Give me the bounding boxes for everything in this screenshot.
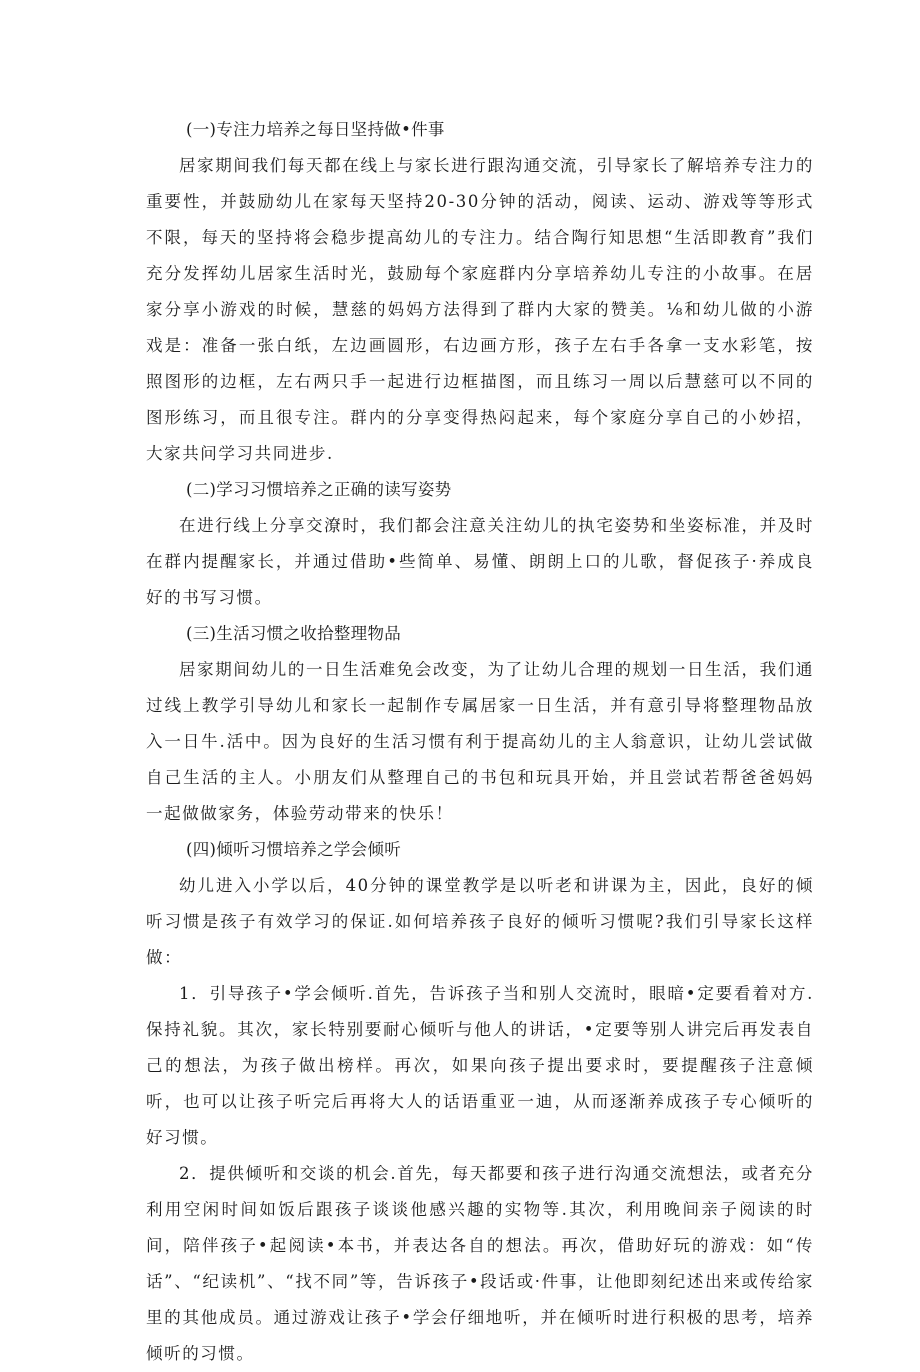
- section-1-paragraph-1: 居家期间我们每天都在线上与家长进行跟沟通交流，引导家长了解培养专注力的重要性，并鼓励幼儿在家每天坚持20-30分钟的活动，阅读、运动、游戏等等形式不限，每天的坚持将会稳步提高幼儿的专注力。结合陶行知思想“生活即教育”我们充分发挥幼儿居家生活时光，鼓励每个家庭群内分享培养幼儿专注的小故事。在居家分享小游戏的时候，慧慈的妈妈方法得到了群内大家的赞美。⅛和幼儿做的小游戏是：准备一张白纸，左边画圆形，右边画方形，孩子左右手各拿一支水彩笔，按照图形的边框，左右两只手一起进行边框描图，而且练习一周以后慧慈可以不同的图形练习，而且很专注。群内的分享变得热闷起来，每个家庭分享自己的小妙招，大家共问学习共同进步.: [146, 156, 814, 463]
- section-heading-4: (四)倾听习惯培养之学会倾听: [186, 840, 402, 859]
- document-page: [146, 112, 814, 1372]
- section-4-paragraph-1: 幼儿进入小学以后，40分钟的课堂教学是以听老和讲课为主，因此，良好的倾听习惯是孩子有效学习的保证.如何培养孩子良好的倾听习惯呢?我们引导家长这样做：: [146, 876, 814, 967]
- section-heading-3: (三)生活习惯之收拾整理物品: [186, 624, 402, 643]
- section-heading-1: (一)专注力培养之每日坚持做•件事: [186, 120, 445, 139]
- section-4-paragraph-2: 1．引导孩子•学会倾听.首先，告诉孩子当和别人交流时，眼暗•定要看着对方.保持礼貌。其次，家长特别要耐心倾听与他人的讲话，•定要等别人讲完后再发表自己的想法，为孩子做出榜样。再次，如果向孩子提出要求时，要提醒孩子注意倾听，也可以让孩子听完后再将大人的话语重亚一迪，从而逐渐养成孩子专心倾听的好习惯。: [146, 984, 814, 1147]
- section-2-paragraph-1: 在进行线上分享交潦时，我们都会注意关注幼儿的执宅姿势和坐姿标准，并及时在群内提醒家长，并通过借助•些简单、易懂、朗朗上口的儿歌，督促孩子·养成良好的书写习惯。: [146, 516, 814, 607]
- section-heading-2: (二)学习习惯培养之正确的读写姿势: [186, 480, 452, 499]
- section-4-paragraph-3: 2．提供倾听和交谈的机会.首先，每天都要和孩子进行沟通交流想法，或者充分利用空闲时间如饭后跟孩子谈谈他感兴趣的实物等.其次，利用晚间亲子阅读的时间，陪伴孩子•起阅读•本书，并表达各自的想法。再次，借助好玩的游戏：如“传话”、“纪读机”、“找不同”等，告诉孩子•段话或·件事，让他即刻纪述出来或传给家里的其他成员。通过游戏让孩子•学会仔细地听，并在倾听时进行积极的思考，培养倾听的习惯。: [146, 1164, 814, 1363]
- section-3-paragraph-1: 居家期间幼儿的一日生活难免会改变，为了让幼儿合理的规划一日生活，我们通过线上教学引导幼儿和家长一起制作专属居家一日生活，并有意引导将整理物品放入一日牛.活中。因为良好的生活习惯有利于提高幼儿的主人翁意识，让幼儿尝试做自己生活的主人。小朋友们从整理自己的书包和玩具开始，并且尝试若帮爸爸妈妈一起做做家务，体验劳动带来的快乐！: [146, 660, 814, 823]
